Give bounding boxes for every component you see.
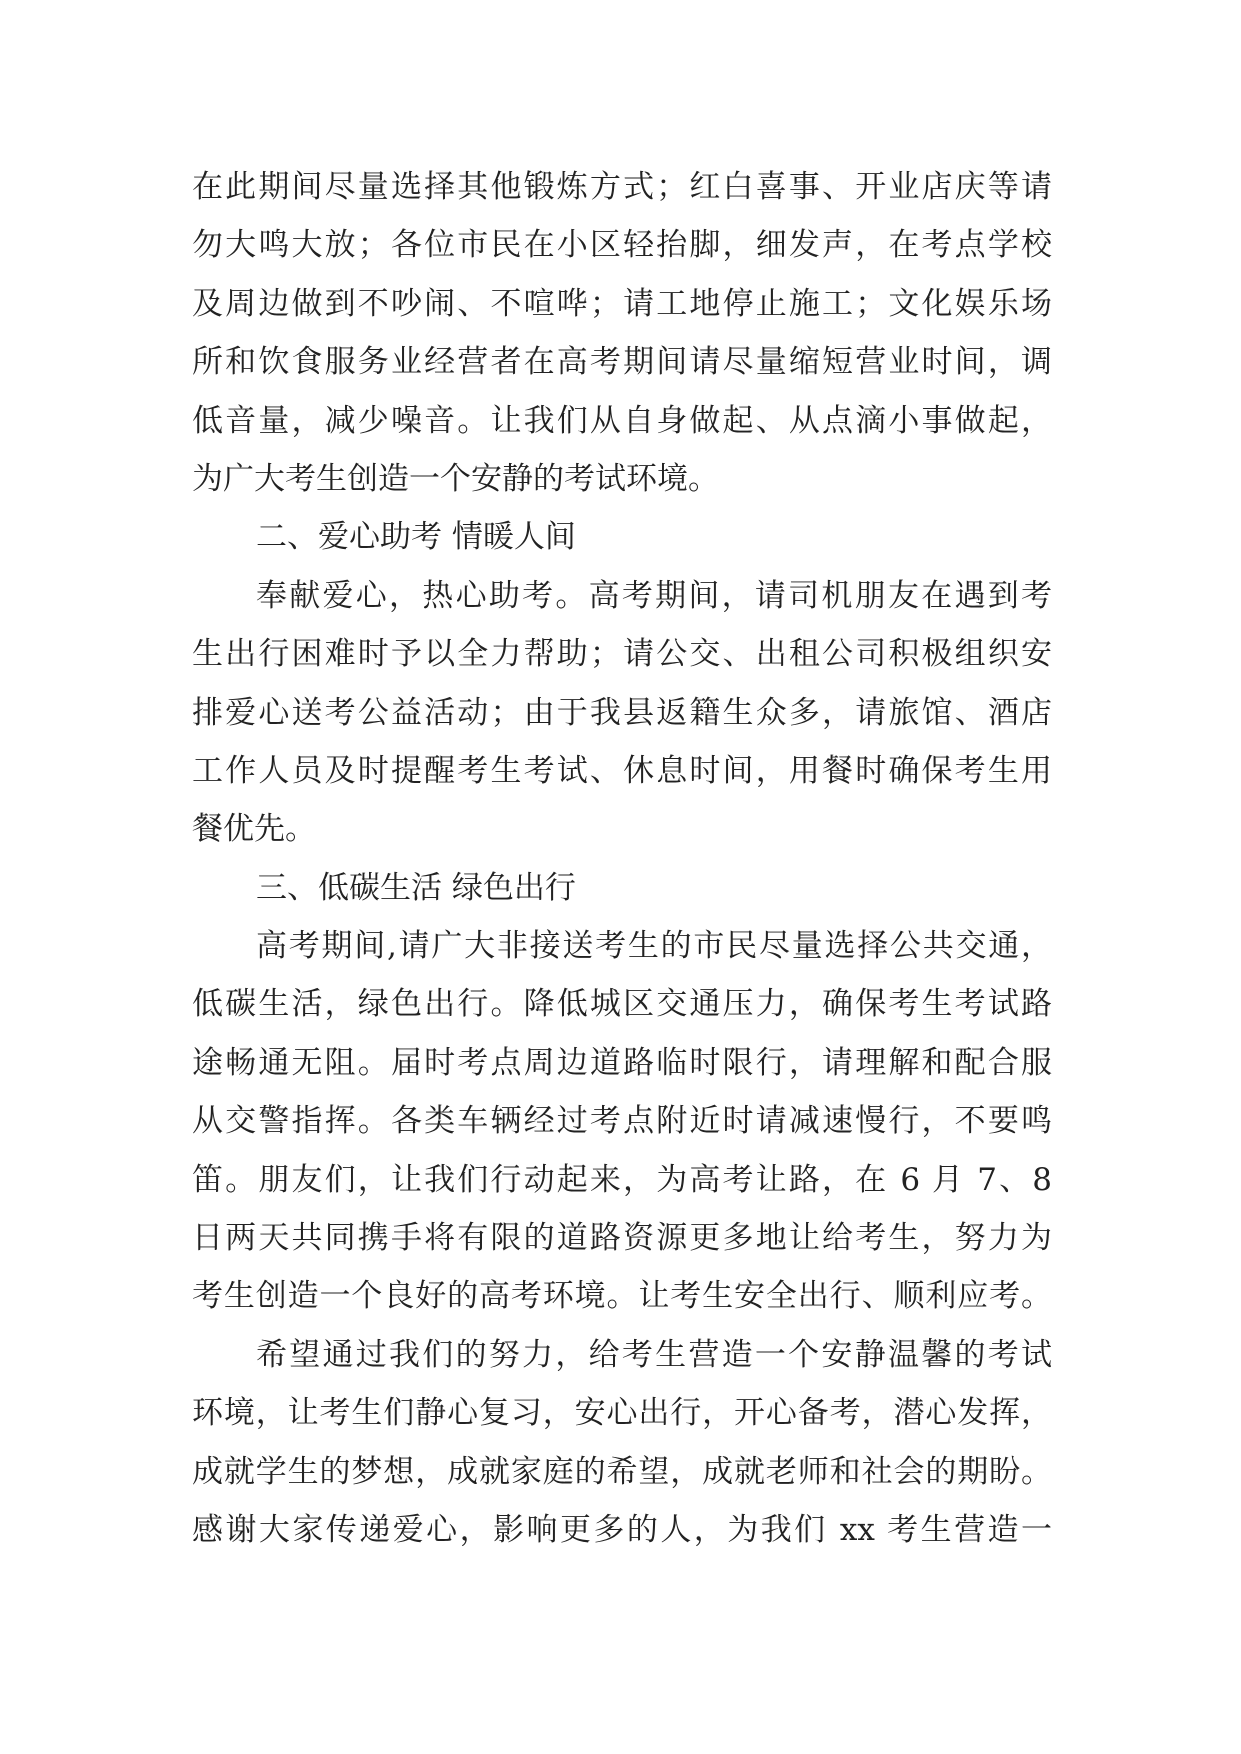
section-heading: 二、爱心助考 情暖人间	[256, 519, 576, 556]
text-line: 排爱心送考公益活动；由于我县返籍生众多，请旅馆、酒店	[192, 694, 1052, 731]
text-line: 环境，让考生们静心复习，安心出行，开心备考，潜心发挥，	[192, 1395, 1052, 1432]
text-line: 笛。朋友们，让我们行动起来，为高考让路，在 6 月 7、8	[192, 1161, 1052, 1198]
section-heading: 三、低碳生活 绿色出行	[256, 869, 576, 906]
text-line: 及周边做到不吵闹、不喧哗；请工地停止施工；文化娱乐场	[192, 285, 1052, 322]
text-line: 勿大鸣大放；各位市民在小区轻抬脚，细发声，在考点学校	[192, 227, 1052, 264]
text-line: 低音量，减少噪音。让我们从自身做起、从点滴小事做起，	[192, 402, 1052, 439]
text-line: 低碳生活，绿色出行。降低城区交通压力，确保考生考试路	[192, 986, 1052, 1023]
text-line: 希望通过我们的努力，给考生营造一个安静温馨的考试	[256, 1336, 1052, 1373]
text-line: 工作人员及时提醒考生考试、休息时间，用餐时确保考生用	[192, 752, 1052, 789]
text-line: 奉献爱心，热心助考。高考期间，请司机朋友在遇到考	[256, 577, 1052, 614]
text-line: 途畅通无阻。届时考点周边道路临时限行，请理解和配合服	[192, 1044, 1052, 1081]
text-line: 成就学生的梦想，成就家庭的希望，成就老师和社会的期盼。	[192, 1453, 1052, 1490]
text-line: 餐优先。	[192, 811, 316, 848]
text-line: 为广大考生创造一个安静的考试环境。	[192, 460, 719, 497]
document-body	[192, 158, 1052, 1559]
text-line: 高考期间,请广大非接送考生的市民尽量选择公共交通，	[256, 928, 1052, 965]
text-line: 所和饮食服务业经营者在高考期间请尽量缩短营业时间，调	[192, 344, 1052, 381]
text-line: 生出行困难时予以全力帮助；请公交、出租公司积极组织安	[192, 636, 1052, 673]
text-line: 在此期间尽量选择其他锻炼方式；红白喜事、开业店庆等请	[192, 169, 1052, 205]
text-line: 日两天共同携手将有限的道路资源更多地让给考生，努力为	[192, 1220, 1052, 1257]
text-line: 从交警指挥。各类车辆经过考点附近时请减速慢行，不要鸣	[192, 1103, 1052, 1140]
text-line: 感谢大家传递爱心，影响更多的人，为我们 xx 考生营造一	[192, 1511, 1052, 1548]
text-line: 考生创造一个良好的高考环境。让考生安全出行、顺利应考。	[192, 1278, 1052, 1315]
